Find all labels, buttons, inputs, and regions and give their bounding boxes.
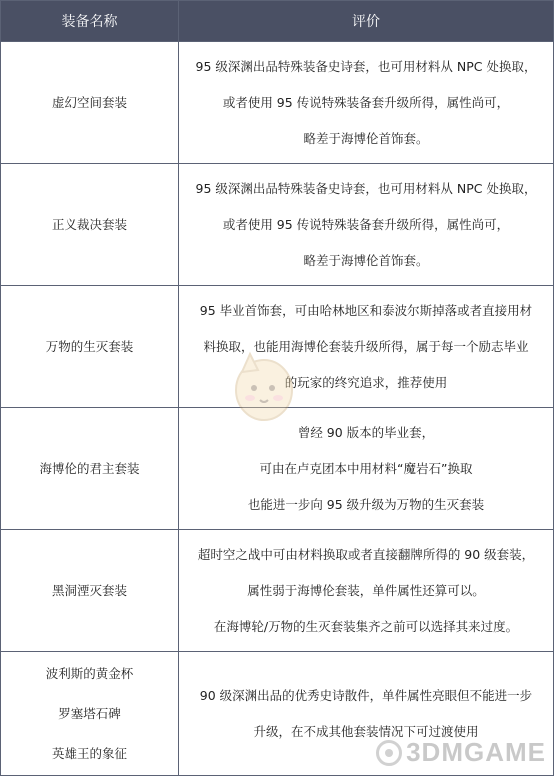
equipment-name: 罗塞塔石碑	[58, 705, 121, 721]
mascot-icon	[228, 350, 300, 428]
equipment-name-cell	[1, 652, 179, 776]
review-cell	[179, 42, 554, 164]
review-line: 95 级深渊出品特殊装备史诗套，也可用材料从 NPC 处换取，	[195, 58, 537, 74]
review-line: 属性弱于海博伦套装，单件属性还算可以。	[247, 582, 485, 598]
review-line: 或者使用 95 传说特殊装备套升级所得，属性尚可，	[222, 216, 510, 232]
header-name: 装备名称	[1, 1, 179, 42]
equipment-name-cell	[1, 164, 179, 286]
watermark-text: 3DMGAME	[406, 737, 546, 767]
review-line: 的玩家的终究追求，推荐使用	[284, 374, 448, 390]
equipment-name: 万物的生灭套装	[45, 338, 134, 354]
review-line: 90 级深渊出品的优秀史诗散件，单件属性亮眼但不能进一步	[199, 687, 533, 703]
equipment-name: 海博伦的君主套装	[39, 460, 140, 476]
review-line: 在海博轮/万物的生灭套装集齐之前可以选择其来过度。	[213, 618, 519, 634]
table-row	[1, 164, 554, 286]
header-review: 评价	[179, 1, 554, 42]
review-line: 略差于海博伦首饰套。	[303, 252, 429, 268]
review-line: 超时空之战中可由材料换取或者直接翻牌所得的 90 级套装，	[197, 546, 535, 562]
watermark	[376, 737, 546, 768]
table-row	[1, 42, 554, 164]
table-header-row	[1, 1, 554, 42]
review-cell	[179, 164, 554, 286]
equipment-name: 正义裁决套装	[51, 216, 127, 232]
review-line: 曾经 90 版本的毕业套，	[297, 424, 435, 440]
review-line: 95 毕业首饰套，可由哈林地区和泰波尔斯掉落或者直接用材	[199, 302, 533, 318]
equipment-name-cell	[1, 286, 179, 408]
review-line: 95 级深渊出品特殊装备史诗套，也可用材料从 NPC 处换取，	[195, 180, 537, 196]
review-line: 可由在卢克团本中用材料“魔岩石”换取	[259, 460, 473, 476]
review-line: 也能进一步向 95 级升级为万物的生灭套装	[247, 496, 485, 512]
review-line: 升级，在不成其他套装情况下可过渡使用	[253, 723, 479, 739]
table-row	[1, 530, 554, 652]
review-line: 略差于海博伦首饰套。	[303, 130, 429, 146]
equipment-name-cell	[1, 42, 179, 164]
review-line: 料换取，也能用海博伦套装升级所得，属于每一个励志毕业	[203, 338, 529, 354]
equipment-name-cell	[1, 408, 179, 530]
review-line: 或者使用 95 传说特殊装备套升级所得，属性尚可，	[222, 94, 510, 110]
equipment-name-cell	[1, 530, 179, 652]
equipment-name: 英雄王的象征	[51, 745, 127, 761]
equipment-name: 黑洞湮灭套装	[51, 582, 127, 598]
3dm-logo-icon	[376, 740, 402, 766]
equipment-name: 虚幻空间套装	[51, 94, 127, 110]
equipment-name: 波利斯的黄金杯	[45, 665, 134, 681]
review-cell	[179, 530, 554, 652]
